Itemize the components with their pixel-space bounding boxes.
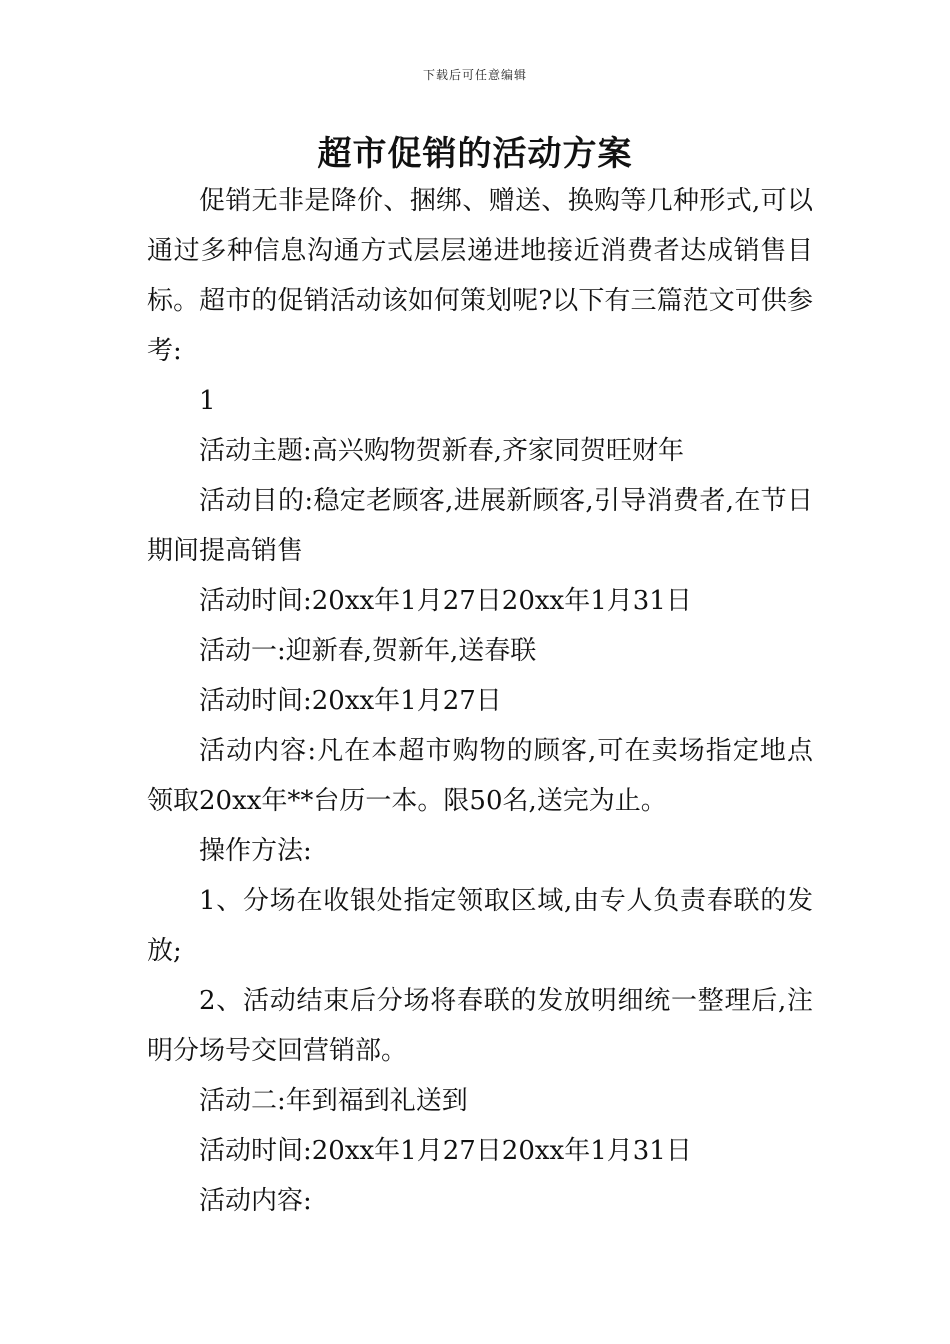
paragraph-activity-two-content: 活动内容: — [199, 1186, 312, 1216]
document-body — [147, 176, 813, 1226]
paragraph-activity-two: 活动二:年到福到礼送到 — [199, 1086, 468, 1116]
paragraph-activity-purpose: 活动目的:稳定老顾客,进展新顾客,引导消费者,在节日期间提高销售 — [147, 486, 813, 566]
paragraph-intro: 促销无非是降价、捆绑、赠送、换购等几种形式,可以通过多种信息沟通方式层层递进地接近消费者达成销售目标。超市的促销活动该如何策划呢?以下有三篇范文可供参考: — [147, 186, 813, 366]
paragraph-section-number: 1 — [199, 386, 216, 416]
paragraph-activity-theme: 活动主题:高兴购物贺新春,齐家同贺旺财年 — [199, 436, 685, 466]
paragraph-operation-step-2: 2、活动结束后分场将春联的发放明细统一整理后,注明分场号交回营销部。 — [147, 986, 813, 1066]
paragraph-activity-time: 活动时间:20xx年1月27日20xx年1月31日 — [199, 586, 692, 616]
paragraph-operation-step-1: 1、分场在收银处指定领取区域,由专人负责春联的发放; — [147, 886, 813, 966]
paragraph-activity-one-time: 活动时间:20xx年1月27日 — [199, 686, 502, 716]
paragraph-activity-one: 活动一:迎新春,贺新年,送春联 — [199, 636, 537, 666]
paragraph-activity-one-content: 活动内容:凡在本超市购物的顾客,可在卖场指定地点领取20xx年**台历一本。限50名,送完为止。 — [147, 736, 813, 816]
paragraph-activity-two-time: 活动时间:20xx年1月27日20xx年1月31日 — [199, 1136, 692, 1166]
document-title: 超市促销的活动方案 — [317, 134, 633, 174]
page-header-note: 下载后可任意编辑 — [422, 68, 527, 82]
paragraph-operation-method: 操作方法: — [199, 836, 312, 866]
